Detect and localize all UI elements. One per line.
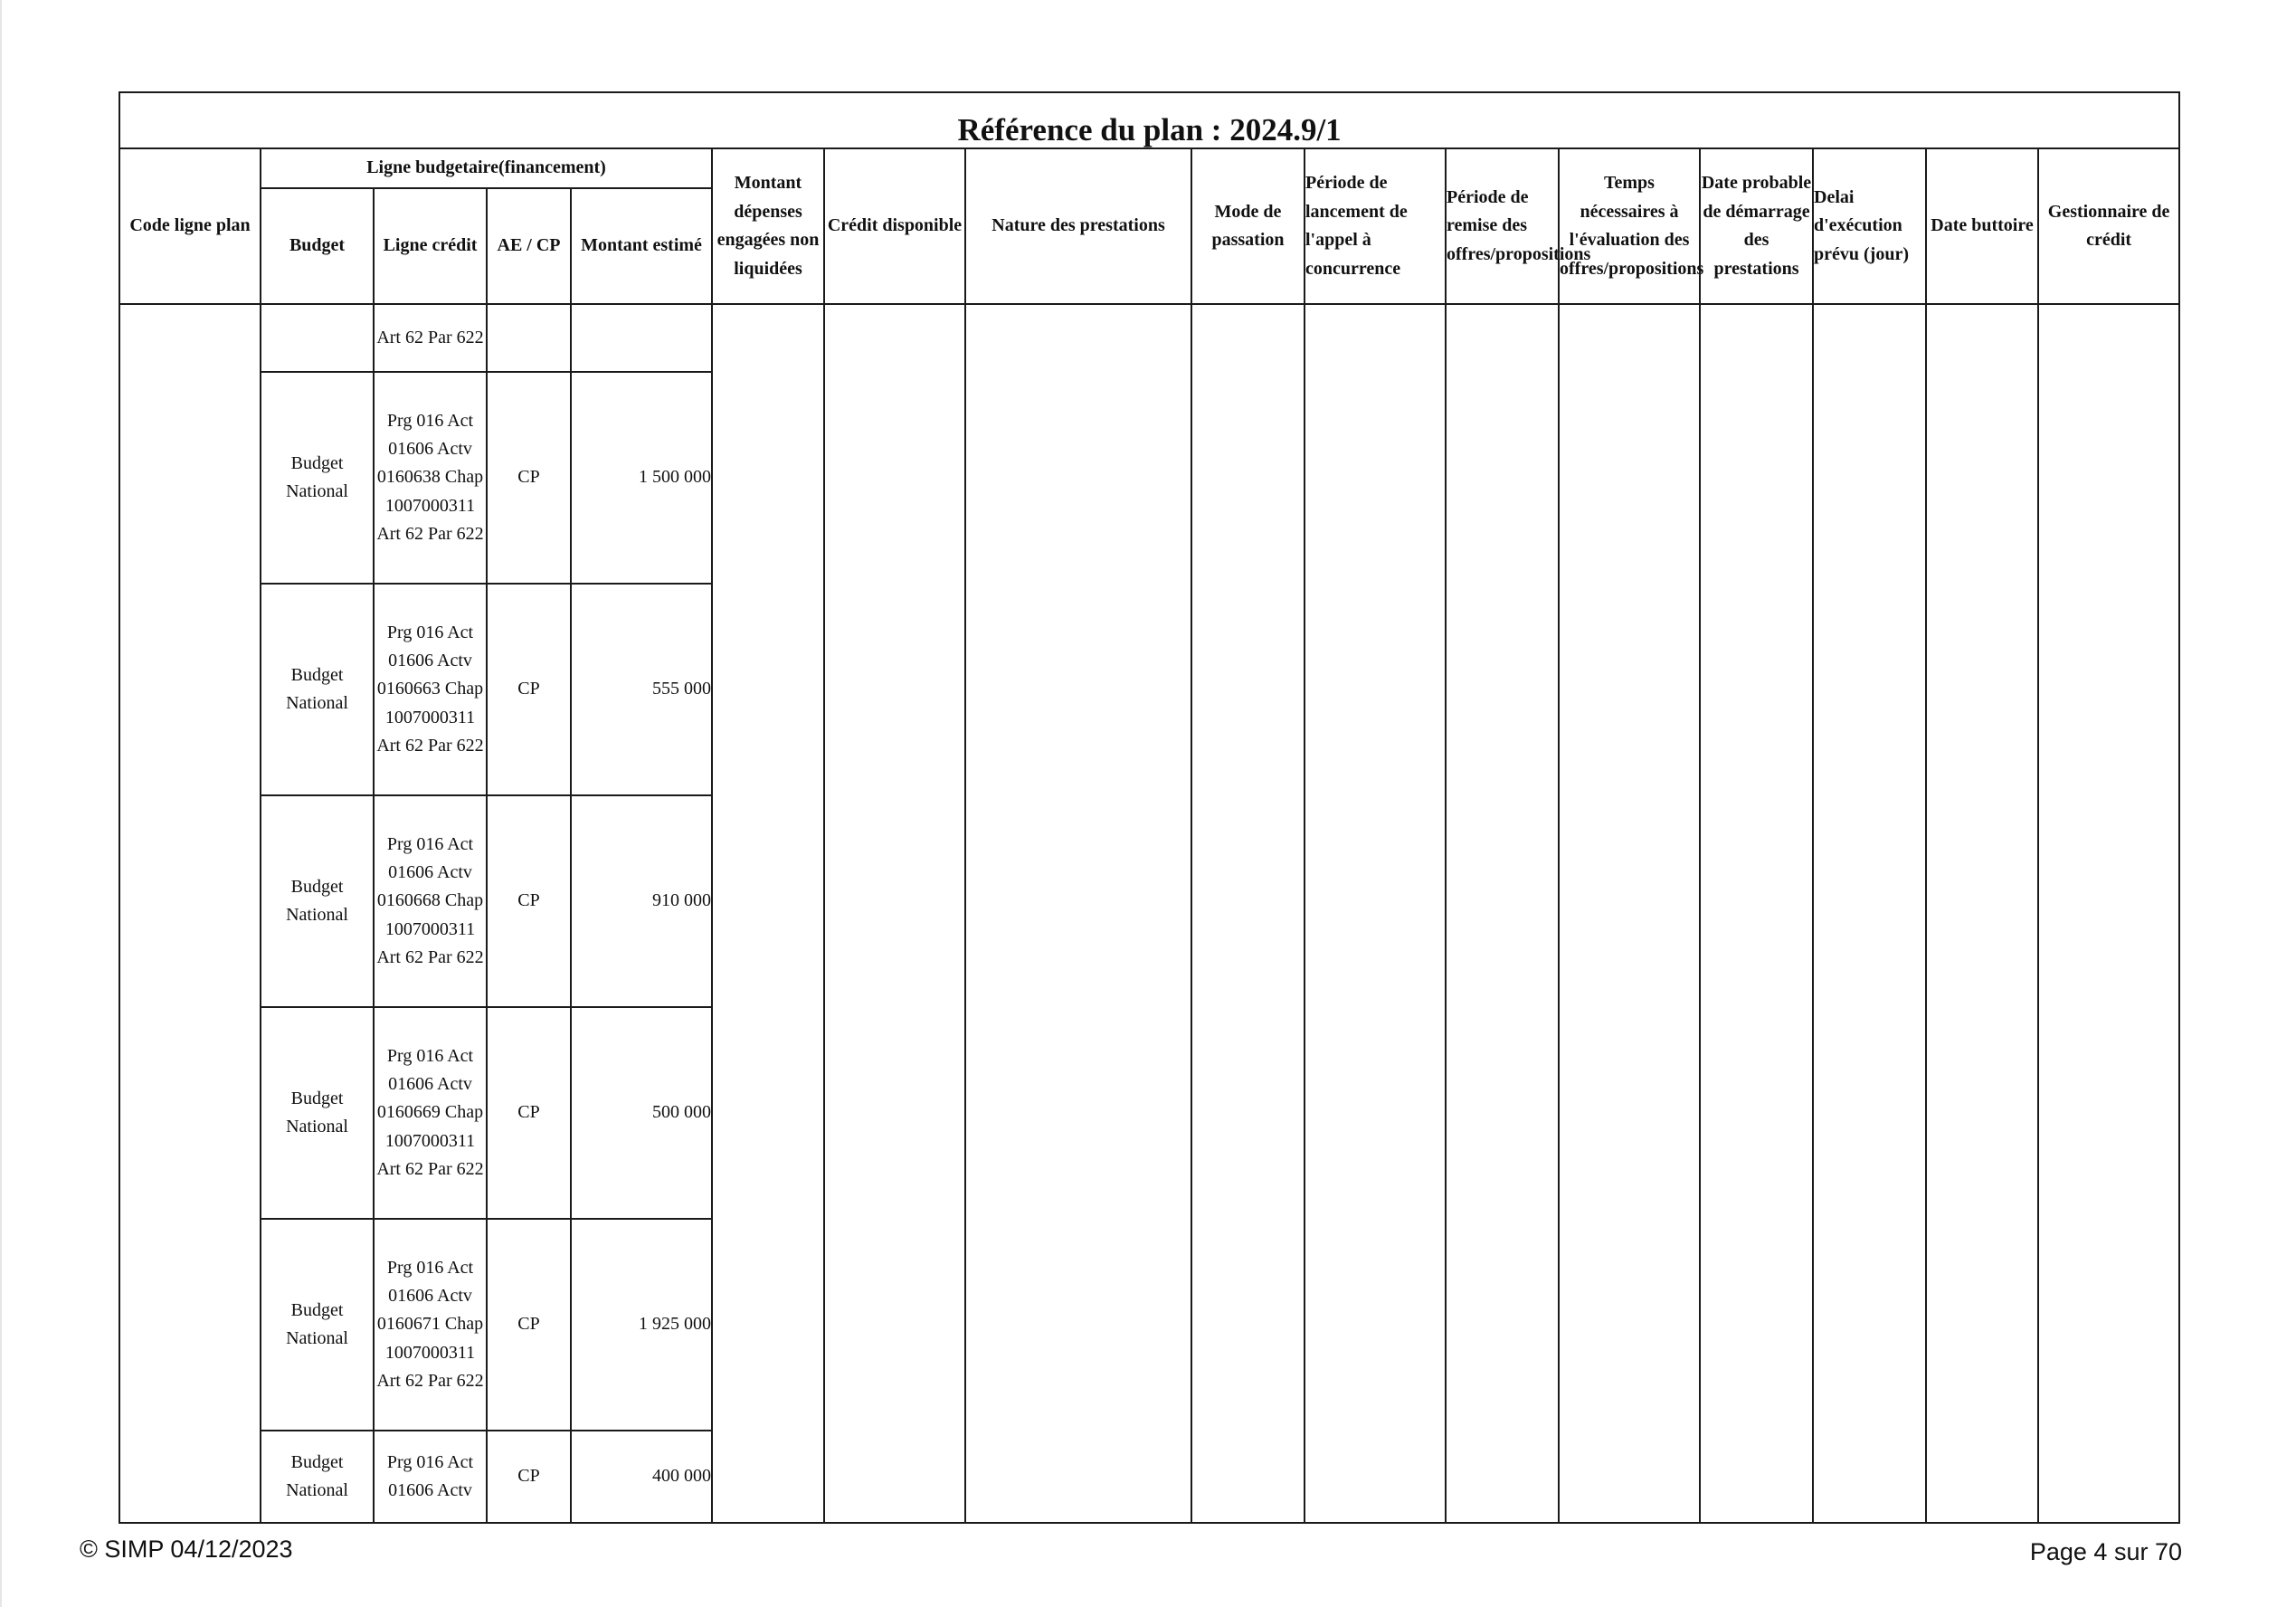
header-gestionnaire: Gestionnaire de crédit bbox=[2038, 148, 2179, 304]
plan-reference-title: Référence du plan : 2024.9/1 bbox=[119, 92, 2179, 148]
cell-periode-remise bbox=[1446, 304, 1559, 1523]
cell-montant-depenses bbox=[712, 304, 824, 1523]
cell-budget: Budget National bbox=[261, 1219, 374, 1431]
header-mode-passation: Mode de passation bbox=[1191, 148, 1305, 304]
cell-ligne-credit: Prg 016 Act 01606 Actv 0160669 Chap 1007000311 Art 62 Par 622 bbox=[374, 1007, 487, 1219]
cell-code-ligne-plan bbox=[119, 304, 261, 1523]
cell-montant-estime: 500 000 bbox=[571, 1007, 712, 1219]
header-date-buttoir: Date buttoire bbox=[1926, 148, 2038, 304]
cell-ae-cp: CP bbox=[487, 795, 571, 1007]
cell-budget: Budget National bbox=[261, 372, 374, 584]
header-delai-execution: Delai d'exécution prévu (jour) bbox=[1813, 148, 1926, 304]
cell-montant-estime: 1 925 000 bbox=[571, 1219, 712, 1431]
cell-date-buttoir bbox=[1926, 304, 2038, 1523]
cell-budget: Budget National bbox=[261, 1007, 374, 1219]
cell-montant-estime: 910 000 bbox=[571, 795, 712, 1007]
cell-periode-lancement bbox=[1305, 304, 1446, 1523]
header-credit-disponible: Crédit disponible bbox=[824, 148, 965, 304]
cell-budget: Budget National bbox=[261, 1431, 374, 1523]
cell-budget bbox=[261, 304, 374, 372]
procurement-plan-table bbox=[119, 91, 2180, 1524]
header-date-demarrage: Date probable de démarrage des prestations bbox=[1700, 148, 1813, 304]
cell-montant-estime bbox=[571, 304, 712, 372]
header-ae-cp: AE / CP bbox=[487, 188, 571, 304]
header-nature-prestations: Nature des prestations bbox=[965, 148, 1191, 304]
cell-ligne-credit: Art 62 Par 622 bbox=[374, 304, 487, 372]
cell-nature-prestations bbox=[965, 304, 1191, 1523]
cell-ae-cp bbox=[487, 304, 571, 372]
cell-ligne-credit: Prg 016 Act 01606 Actv 0160671 Chap 1007000311 Art 62 Par 622 bbox=[374, 1219, 487, 1431]
header-temps-evaluation: Temps nécessaires à l'évaluation des offres/propositions bbox=[1559, 148, 1700, 304]
cell-ligne-credit: Prg 016 Act 01606 Actv 0160663 Chap 1007000311 Art 62 Par 622 bbox=[374, 584, 487, 795]
page-number: Page 4 sur 70 bbox=[2029, 1538, 2182, 1565]
cell-ae-cp: CP bbox=[487, 1007, 571, 1219]
cell-montant-estime: 400 000 bbox=[571, 1431, 712, 1523]
header-periode-lancement: Période de lancement de l'appel à concurrence bbox=[1305, 148, 1446, 304]
cell-ligne-credit: Prg 016 Act 01606 Actv 0160668 Chap 1007000311 Art 62 Par 622 bbox=[374, 795, 487, 1007]
header-ligne-budgetaire: Ligne budgetaire(financement) bbox=[261, 148, 712, 188]
page-edge bbox=[0, 0, 2, 1607]
header-ligne-credit: Ligne crédit bbox=[374, 188, 487, 304]
cell-budget: Budget National bbox=[261, 584, 374, 795]
cell-date-demarrage bbox=[1700, 304, 1813, 1523]
header-periode-remise: Période de remise des offres/propositions bbox=[1446, 148, 1559, 304]
cell-montant-estime: 555 000 bbox=[571, 584, 712, 795]
cell-ae-cp: CP bbox=[487, 584, 571, 795]
header-montant-estime: Montant estimé bbox=[571, 188, 712, 304]
header-montant-depenses: Montant dépenses engagées non liquidées bbox=[712, 148, 824, 304]
cell-ligne-credit: Prg 016 Act 01606 Actv bbox=[374, 1431, 487, 1523]
cell-budget: Budget National bbox=[261, 795, 374, 1007]
copyright-footer: © SIMP 04/12/2023 bbox=[80, 1536, 293, 1563]
cell-ae-cp: CP bbox=[487, 1219, 571, 1431]
cell-mode-passation bbox=[1191, 304, 1305, 1523]
table-row bbox=[119, 304, 2179, 372]
cell-ae-cp: CP bbox=[487, 1431, 571, 1523]
cell-ligne-credit: Prg 016 Act 01606 Actv 0160638 Chap 1007000311 Art 62 Par 622 bbox=[374, 372, 487, 584]
header-budget: Budget bbox=[261, 188, 374, 304]
cell-montant-estime: 1 500 000 bbox=[571, 372, 712, 584]
cell-temps-evaluation bbox=[1559, 304, 1700, 1523]
cell-delai-execution bbox=[1813, 304, 1926, 1523]
cell-gestionnaire bbox=[2038, 304, 2179, 1523]
header-code-ligne-plan: Code ligne plan bbox=[119, 148, 261, 304]
cell-credit-disponible bbox=[824, 304, 965, 1523]
cell-ae-cp: CP bbox=[487, 372, 571, 584]
